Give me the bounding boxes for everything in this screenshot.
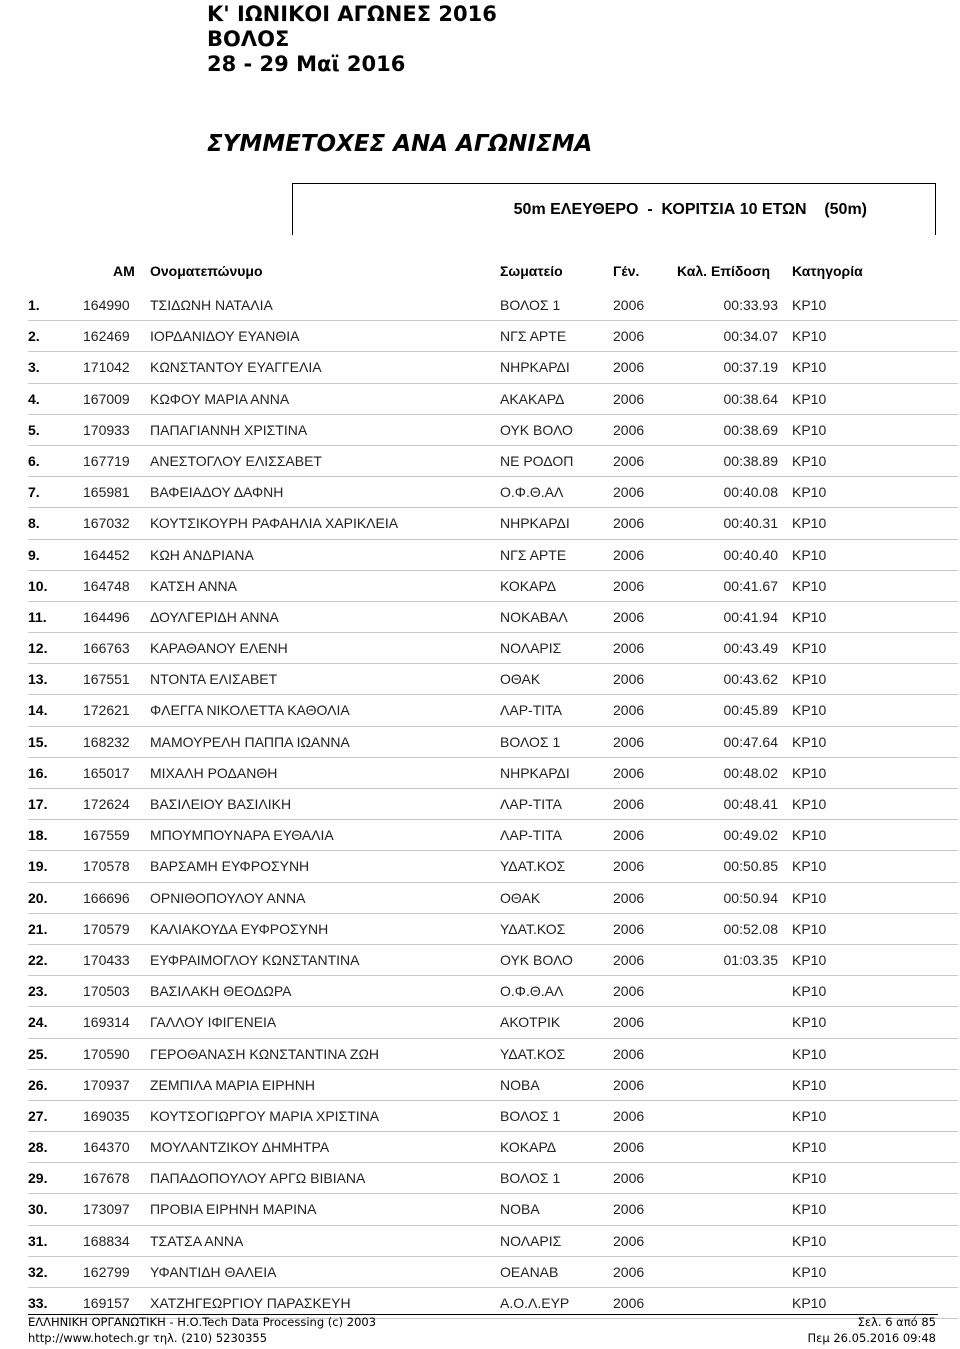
- col-header-club: Σωματείο: [500, 263, 563, 279]
- row-name: ΜΠΟΥΜΠΟΥΝΑΡΑ ΕΥΘΑΛΙΑ: [150, 827, 334, 844]
- row-name: ΒΑΦΕΙΑΔΟΥ ΔΑΦΝΗ: [150, 484, 284, 501]
- row-name: ΠΑΠΑΓΙΑΝΝΗ ΧΡΙΣΤΙΝΑ: [150, 421, 308, 438]
- row-name: ΚΟΥΤΣΙΚΟΥΡΗ ΡΑΦΑΗΛΙΑ ΧΑΡΙΚΛΕΙΑ: [150, 515, 399, 532]
- row-am: 164990: [83, 297, 130, 313]
- row-name: ΚΑΡΑΘΑΝΟΥ ΕΛΕΝΗ: [150, 640, 288, 657]
- row-name: ΤΣΙΔΩΝΗ ΝΑΤΑΛΙΑ: [150, 297, 273, 313]
- row-category: ΚΡ10: [792, 702, 827, 719]
- row-club: ΟΕΑΝΑΒ: [500, 1263, 559, 1280]
- row-rank: 3.: [28, 359, 40, 376]
- row-club: ΝΕ ΡΟΔΟΠ: [500, 452, 574, 469]
- row-year: 2006: [613, 640, 645, 657]
- row-year: 2006: [613, 920, 645, 937]
- table-row: [28, 1039, 958, 1070]
- row-year: 2006: [613, 359, 645, 376]
- row-rank: 13.: [28, 671, 48, 688]
- row-year: 2006: [613, 484, 645, 501]
- row-year: 2006: [613, 452, 645, 469]
- row-club: Ο.Φ.Θ.ΑΛ: [500, 484, 564, 501]
- row-category: ΚΡ10: [792, 733, 827, 750]
- row-name: ΜΟΥΛΑΝΤΖΙΚΟΥ ΔΗΜΗΤΡΑ: [150, 1139, 330, 1156]
- table-row: [28, 446, 958, 477]
- table-row: [28, 727, 958, 758]
- row-time: 00:50.94: [723, 889, 778, 906]
- row-club: ΝΗΡΚΑΡΔΙ: [500, 764, 570, 781]
- row-club: ΟΘΑΚ: [500, 671, 541, 688]
- row-am: 165017: [83, 764, 130, 781]
- row-name: ΠΑΠΑΔΟΠΟΥΛΟΥ ΑΡΓΩ ΒΙΒΙΑΝΑ: [150, 1170, 366, 1187]
- row-club: ΥΔΑΤ.ΚΟΣ: [500, 858, 566, 875]
- row-category: ΚΡ10: [792, 546, 827, 563]
- row-category: ΚΡ10: [792, 1045, 827, 1062]
- footer-org: ΕΛΛΗΝΙΚΗ ΟΡΓΑΝΩΤΙΚΗ - Η.Ο.Tech Data Processing (c) 2003: [28, 1315, 377, 1329]
- row-am: 170578: [83, 858, 130, 875]
- table-row: [28, 602, 958, 633]
- row-name: ΚΟΥΤΣΟΓΙΩΡΓΟΥ ΜΑΡΙΑ ΧΡΙΣΤΙΝΑ: [150, 1107, 380, 1124]
- row-category: ΚΡ10: [792, 858, 827, 875]
- row-club: ΝΟΛΑΡΙΣ: [500, 640, 562, 657]
- row-am: 170590: [83, 1045, 130, 1062]
- row-category: ΚΡ10: [792, 671, 827, 688]
- row-club: ΛΑΡ-ΤΙΤΑ: [500, 827, 562, 844]
- table-row: [28, 290, 958, 321]
- row-category: ΚΡ10: [792, 1232, 827, 1249]
- row-am: 169035: [83, 1107, 130, 1124]
- row-rank: 29.: [28, 1170, 48, 1187]
- row-club: ΒΟΛΟΣ 1: [500, 297, 561, 313]
- row-year: 2006: [613, 515, 645, 532]
- row-name: ΧΑΤΖΗΓΕΩΡΓΙΟΥ ΠΑΡΑΣΚΕΥΗ: [150, 1295, 351, 1311]
- table-row: [28, 633, 958, 664]
- row-club: ΟΥΚ ΒΟΛΟ: [500, 951, 573, 968]
- row-name: ΒΑΣΙΛΑΚΗ ΘΕΟΔΩΡΑ: [150, 983, 292, 1000]
- row-rank: 17.: [28, 796, 48, 812]
- row-year: 2006: [613, 1107, 645, 1124]
- table-row: [28, 415, 958, 446]
- row-rank: 21.: [28, 920, 48, 937]
- row-time: 01:03.35: [723, 951, 778, 968]
- table-row: [28, 1163, 958, 1194]
- row-year: 2006: [613, 421, 645, 438]
- row-rank: 5.: [28, 421, 40, 438]
- row-category: ΚΡ10: [792, 983, 827, 1000]
- row-name: ΜΑΜΟΥΡΕΛΗ ΠΑΠΠΑ ΙΩΑΝΝΑ: [150, 733, 350, 750]
- table-row: [28, 851, 958, 882]
- col-header-time: Καλ. Επίδοση: [677, 263, 771, 279]
- row-year: 2006: [613, 796, 645, 812]
- row-year: 2006: [613, 858, 645, 875]
- row-club: Α.Ο.Λ.ΕΥΡ: [500, 1295, 570, 1311]
- row-category: ΚΡ10: [792, 764, 827, 781]
- row-rank: 16.: [28, 764, 48, 781]
- row-rank: 30.: [28, 1201, 48, 1218]
- row-category: ΚΡ10: [792, 1170, 827, 1187]
- row-club: ΒΟΛΟΣ 1: [500, 1170, 561, 1187]
- row-time: 00:41.67: [723, 577, 778, 594]
- table-row: [28, 1007, 958, 1038]
- row-am: 172621: [83, 702, 130, 719]
- row-rank: 24.: [28, 1014, 48, 1031]
- row-am: 162799: [83, 1263, 130, 1280]
- row-name: ΑΝΕΣΤΟΓΛΟΥ ΕΛΙΣΣΑΒΕΤ: [150, 452, 322, 469]
- row-club: ΒΟΛΟΣ 1: [500, 1107, 561, 1124]
- row-rank: 18.: [28, 827, 48, 844]
- row-club: Ο.Φ.Θ.ΑΛ: [500, 983, 564, 1000]
- row-name: ΝΤΟΝΤΑ ΕΛΙΣΑΒΕΤ: [150, 671, 278, 688]
- row-category: ΚΡ10: [792, 328, 827, 345]
- row-rank: 20.: [28, 889, 48, 906]
- row-category: ΚΡ10: [792, 1076, 827, 1093]
- row-year: 2006: [613, 733, 645, 750]
- row-category: ΚΡ10: [792, 1014, 827, 1031]
- row-category: ΚΡ10: [792, 951, 827, 968]
- row-time: 00:43.49: [723, 640, 778, 657]
- row-rank: 28.: [28, 1139, 48, 1156]
- row-category: ΚΡ10: [792, 515, 827, 532]
- row-time: 00:48.41: [723, 796, 778, 812]
- row-time: 00:41.94: [723, 608, 778, 625]
- table-row: [28, 571, 958, 602]
- row-club: ΟΥΚ ΒΟΛΟ: [500, 421, 573, 438]
- row-am: 164452: [83, 546, 130, 563]
- table-row: [28, 976, 958, 1007]
- row-rank: 19.: [28, 858, 48, 875]
- row-year: 2006: [613, 577, 645, 594]
- row-am: 165981: [83, 484, 130, 501]
- row-time: 00:33.93: [723, 297, 778, 313]
- col-header-name: Ονοματεπώνυμο: [150, 263, 263, 279]
- row-category: ΚΡ10: [792, 1107, 827, 1124]
- row-am: 167009: [83, 390, 130, 407]
- row-category: ΚΡ10: [792, 889, 827, 906]
- row-time: 00:40.40: [723, 546, 778, 563]
- table-row: [28, 1226, 958, 1257]
- row-am: 167719: [83, 452, 130, 469]
- table-row: [28, 789, 958, 820]
- row-year: 2006: [613, 390, 645, 407]
- row-rank: 6.: [28, 452, 40, 469]
- table-row: [28, 914, 958, 945]
- row-am: 166696: [83, 889, 130, 906]
- row-am: 168232: [83, 733, 130, 750]
- row-year: 2006: [613, 671, 645, 688]
- row-time: 00:49.02: [723, 827, 778, 844]
- row-rank: 32.: [28, 1263, 48, 1280]
- table-row: [28, 477, 958, 508]
- col-header-am: ΑΜ: [113, 263, 135, 279]
- row-club: ΝΟΚΑΒΑΛ: [500, 608, 568, 625]
- row-club: ΑΚΟΤΡΙΚ: [500, 1014, 561, 1031]
- row-time: 00:48.02: [723, 764, 778, 781]
- row-am: 170579: [83, 920, 130, 937]
- row-year: 2006: [613, 328, 645, 345]
- row-time: 00:52.08: [723, 920, 778, 937]
- row-rank: 8.: [28, 515, 40, 532]
- row-year: 2006: [613, 764, 645, 781]
- footer-contact: http://www.hotech.gr τηλ. (210) 5230355: [28, 1331, 268, 1345]
- table-row: [28, 883, 958, 914]
- col-header-year: Γέν.: [613, 263, 640, 279]
- row-am: 170933: [83, 421, 130, 438]
- row-name: ΥΦΑΝΤΙΔΗ ΘΑΛΕΙΑ: [150, 1263, 277, 1280]
- row-name: ΠΡΟΒΙΑ ΕΙΡΗΝΗ ΜΑΡΙΝΑ: [150, 1201, 317, 1218]
- row-time: 00:45.89: [723, 702, 778, 719]
- row-category: ΚΡ10: [792, 1201, 827, 1218]
- row-club: ΚΟΚΑΡΔ: [500, 577, 557, 594]
- footer-printed: Πεμ 26.05.2016 09:48: [807, 1331, 936, 1345]
- row-rank: 25.: [28, 1045, 48, 1062]
- row-rank: 23.: [28, 983, 48, 1000]
- row-name: ΒΑΡΣΑΜΗ ΕΥΦΡΟΣΥΝΗ: [150, 858, 310, 875]
- table-row: [28, 1132, 958, 1163]
- row-name: ΕΥΦΡΑΙΜΟΓΛΟΥ ΚΩΝΣΤΑΝΤΙΝΑ: [150, 951, 360, 968]
- row-club: ΥΔΑΤ.ΚΟΣ: [500, 920, 566, 937]
- row-time: 00:38.64: [723, 390, 778, 407]
- table-row: [28, 695, 958, 726]
- row-category: ΚΡ10: [792, 1295, 827, 1311]
- row-year: 2006: [613, 951, 645, 968]
- row-rank: 2.: [28, 328, 40, 345]
- row-am: 164370: [83, 1139, 130, 1156]
- row-category: ΚΡ10: [792, 1139, 827, 1156]
- row-name: ΓΕΡΟΘΑΝΑΣΗ ΚΩΝΣΤΑΝΤΙΝΑ ΖΩΗ: [150, 1045, 380, 1062]
- row-time: 00:38.89: [723, 452, 778, 469]
- row-time: 00:50.85: [723, 858, 778, 875]
- row-rank: 31.: [28, 1232, 48, 1249]
- row-year: 2006: [613, 1295, 645, 1311]
- row-category: ΚΡ10: [792, 484, 827, 501]
- table-row: [28, 384, 958, 415]
- row-am: 167032: [83, 515, 130, 532]
- event-title: 50m ΕΛΕΥΘΕΡΟ - ΚΟΡΙΤΣΙΑ 10 ΕΤΩΝ (50m): [513, 201, 867, 218]
- row-rank: 15.: [28, 733, 48, 750]
- row-time: 00:47.64: [723, 733, 778, 750]
- row-name: ΦΛΕΓΓΑ ΝΙΚΟΛΕΤΤΑ ΚΑΘΟΛΙΑ: [150, 702, 350, 719]
- row-am: 167678: [83, 1170, 130, 1187]
- row-am: 170503: [83, 983, 130, 1000]
- row-rank: 33.: [28, 1295, 48, 1311]
- table-row: [28, 664, 958, 695]
- row-category: ΚΡ10: [792, 827, 827, 844]
- row-club: ΚΟΚΑΡΔ: [500, 1139, 557, 1156]
- row-category: ΚΡ10: [792, 421, 827, 438]
- row-category: ΚΡ10: [792, 608, 827, 625]
- row-club: ΥΔΑΤ.ΚΟΣ: [500, 1045, 566, 1062]
- section-title: ΣΥΜΜΕΤΟΧΕΣ ΑΝΑ ΑΓΩΝΙΣΜΑ: [207, 131, 593, 157]
- table-row: [28, 352, 958, 383]
- row-am: 167551: [83, 671, 130, 688]
- row-am: 168834: [83, 1232, 130, 1249]
- row-am: 173097: [83, 1201, 130, 1218]
- row-club: ΝΗΡΚΑΡΔΙ: [500, 515, 570, 532]
- row-name: ΖΕΜΠΙΛΑ ΜΑΡΙΑ ΕΙΡΗΝΗ: [150, 1076, 315, 1093]
- row-club: ΝΟΒΑ: [500, 1201, 540, 1218]
- row-club: ΝΗΡΚΑΡΔΙ: [500, 359, 570, 376]
- row-name: ΚΑΛΙΑΚΟΥΔΑ ΕΥΦΡΟΣΥΝΗ: [150, 920, 329, 937]
- row-category: ΚΡ10: [792, 796, 827, 812]
- row-am: 169157: [83, 1295, 130, 1311]
- row-name: ΒΑΣΙΛΕΙΟΥ ΒΑΣΙΛΙΚΗ: [150, 796, 292, 812]
- row-am: 170937: [83, 1076, 130, 1093]
- col-header-category: Κατηγορία: [792, 263, 863, 279]
- row-name: ΓΑΛΛΟΥ ΙΦΙΓΕΝΕΙΑ: [150, 1014, 277, 1031]
- table-row: [28, 820, 958, 851]
- table-row: [28, 1194, 958, 1225]
- row-club: ΒΟΛΟΣ 1: [500, 733, 561, 750]
- row-year: 2006: [613, 1263, 645, 1280]
- row-time: 00:40.31: [723, 515, 778, 532]
- row-name: ΔΟΥΛΓΕΡΙΔΗ ΑΝΝΑ: [150, 608, 279, 625]
- meet-title: Κ' ΙΩΝΙΚΟΙ ΑΓΩΝΕΣ 2016: [207, 2, 497, 26]
- table-row: [28, 508, 958, 539]
- row-am: 171042: [83, 359, 130, 376]
- row-year: 2006: [613, 1201, 645, 1218]
- row-club: ΑΚΑΚΑΡΔ: [500, 390, 565, 407]
- row-am: 167559: [83, 827, 130, 844]
- row-club: ΛΑΡ-ΤΙΤΑ: [500, 796, 562, 812]
- row-name: ΜΙΧΑΛΗ ΡΟΔΑΝΘΗ: [150, 764, 278, 781]
- row-rank: 22.: [28, 951, 48, 968]
- row-am: 172624: [83, 796, 130, 812]
- table-row: [28, 1257, 958, 1288]
- row-year: 2006: [613, 546, 645, 563]
- row-time: 00:38.69: [723, 421, 778, 438]
- row-year: 2006: [613, 827, 645, 844]
- row-name: ΚΩΗ ΑΝΔΡΙΑΝΑ: [150, 546, 254, 563]
- row-name: ΟΡΝΙΘΟΠΟΥΛΟΥ ΑΝΝΑ: [150, 889, 306, 906]
- row-category: ΚΡ10: [792, 390, 827, 407]
- row-rank: 10.: [28, 577, 48, 594]
- row-club: ΛΑΡ-ΤΙΤΑ: [500, 702, 562, 719]
- row-year: 2006: [613, 1045, 645, 1062]
- row-name: ΚΑΤΣΗ ΑΝΝΑ: [150, 577, 237, 594]
- row-time: 00:37.19: [723, 359, 778, 376]
- row-rank: 1.: [28, 297, 40, 313]
- row-year: 2006: [613, 1014, 645, 1031]
- row-name: ΤΣΑΤΣΑ ΑΝΝΑ: [150, 1232, 244, 1249]
- row-category: ΚΡ10: [792, 297, 827, 313]
- row-name: ΚΩΦΟΥ ΜΑΡΙΑ ΑΝΝΑ: [150, 390, 290, 407]
- row-time: 00:40.08: [723, 484, 778, 501]
- meet-dates: 28 - 29 Μαϊ 2016: [207, 52, 406, 76]
- row-club: ΝΓΣ ΑΡΤΕ: [500, 546, 567, 563]
- row-rank: 4.: [28, 390, 40, 407]
- row-name: ΙΟΡΔΑΝΙΔΟΥ ΕΥΑΝΘΙΑ: [150, 328, 300, 345]
- table-row: [28, 1070, 958, 1101]
- row-category: ΚΡ10: [792, 1263, 827, 1280]
- footer-page: Σελ. 6 από 85: [857, 1315, 936, 1329]
- row-year: 2006: [613, 1076, 645, 1093]
- row-rank: 26.: [28, 1076, 48, 1093]
- row-time: 00:34.07: [723, 328, 778, 345]
- row-category: ΚΡ10: [792, 452, 827, 469]
- row-am: 164748: [83, 577, 130, 594]
- row-am: 166763: [83, 640, 130, 657]
- row-rank: 14.: [28, 702, 48, 719]
- row-year: 2006: [613, 608, 645, 625]
- row-rank: 11.: [28, 608, 47, 625]
- row-club: ΝΟΛΑΡΙΣ: [500, 1232, 562, 1249]
- row-category: ΚΡ10: [792, 640, 827, 657]
- row-am: 169314: [83, 1014, 130, 1031]
- row-category: ΚΡ10: [792, 577, 827, 594]
- row-year: 2006: [613, 1139, 645, 1156]
- row-year: 2006: [613, 1170, 645, 1187]
- table-row: [28, 540, 958, 571]
- entries-table: [28, 290, 958, 1319]
- row-name: ΚΩΝΣΤΑΝΤΟΥ ΕΥΑΓΓΕΛΙΑ: [150, 359, 322, 376]
- row-rank: 7.: [28, 484, 40, 501]
- row-rank: 9.: [28, 546, 40, 563]
- row-rank: 12.: [28, 640, 48, 657]
- row-club: ΟΘΑΚ: [500, 889, 541, 906]
- row-year: 2006: [613, 297, 645, 313]
- row-year: 2006: [613, 889, 645, 906]
- row-year: 2006: [613, 1232, 645, 1249]
- row-year: 2006: [613, 702, 645, 719]
- table-row: [28, 758, 958, 789]
- table-row: [28, 321, 958, 352]
- row-am: 164496: [83, 608, 130, 625]
- row-time: 00:43.62: [723, 671, 778, 688]
- table-row: [28, 1101, 958, 1132]
- meet-city: ΒΟΛΟΣ: [207, 27, 290, 51]
- row-am: 170433: [83, 951, 130, 968]
- row-rank: 27.: [28, 1107, 48, 1124]
- table-row: [28, 945, 958, 976]
- row-club: ΝΟΒΑ: [500, 1076, 540, 1093]
- row-am: 162469: [83, 328, 130, 345]
- row-category: ΚΡ10: [792, 359, 827, 376]
- row-club: ΝΓΣ ΑΡΤΕ: [500, 328, 567, 345]
- row-category: ΚΡ10: [792, 920, 827, 937]
- row-year: 2006: [613, 983, 645, 1000]
